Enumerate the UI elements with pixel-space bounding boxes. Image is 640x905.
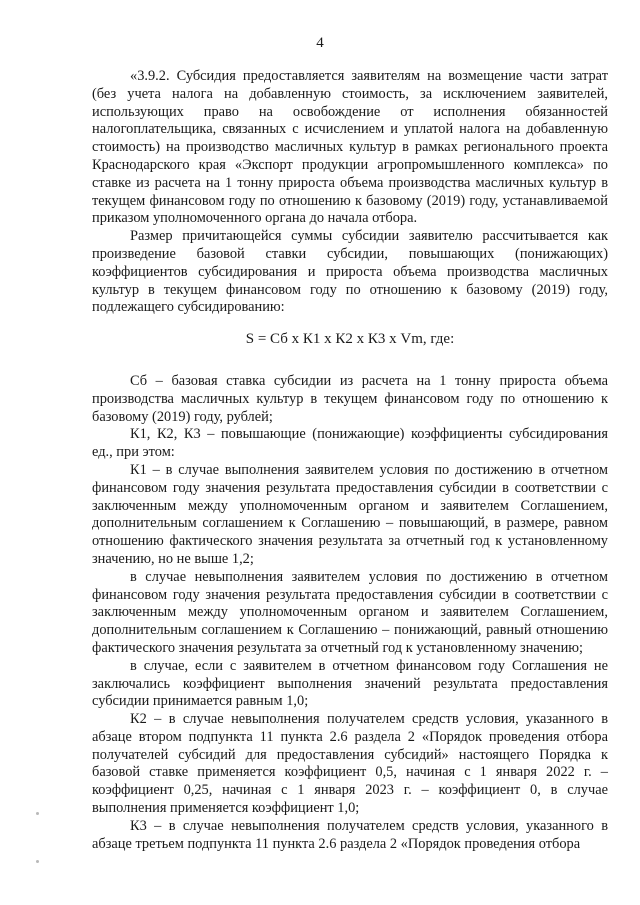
subsidy-formula: S = Сб х К1 х К2 х К3 х Vm, где: — [245, 331, 455, 348]
paragraph-base-rate: Сб – базовая ставка субсидии из расчета на 1 тонну прироста объема производства масличных культур в текущем финансовом году по отношению к базовому (2019) году, рублей; — [92, 372, 608, 425]
paragraph-k3: К3 – в случае невыполнения получателем средств условия, указанного в абзаце третьем подпункта 11 пункта 2.6 раздела 2 «Порядок проведения отбора — [92, 817, 608, 852]
scan-speck — [36, 812, 39, 815]
paragraph-subsidy-amount: Размер причитающейся суммы субсидии заявителю рассчитывается как произведение базовой ставки субсидии, повышающих (понижающих) коэффициентов субсидирования и прироста объема производства масличных культур в текущем финансовом году по отношению к базовому (2019) году, подлежащего субсидированию: — [92, 228, 608, 316]
paragraph-3-9-2: «3.9.2. Субсидия предоставляется заявителям на возмещение части затрат (без учета налога на добавленную стоимость, за исключением заявителей, использующих право на освобождение от исполнения обязанностей налогоплательщика, связанных с исчислением и уплатой налога на добавленную стоимость) на производство масличных культур в рамках регионального проекта Краснодарского края «Экспорт продукции агропромышленного комплекса» по ставке из расчета на 1 тонну прироста объема производства масличных культур в текущем финансовом году по отношению к базовому (2019) году, устанавливаемой приказом уполномоченного органа до начала отбора. — [92, 68, 608, 227]
paragraph-coefficients: К1, К2, К3 – повышающие (понижающие) коэффициенты субсидирования ед., при этом: — [92, 426, 608, 461]
document-body — [92, 68, 608, 853]
paragraph-k1-no-agreement: в случае, если с заявителем в отчетном финансовом году Соглашения не заключались коэффициент выполнения значений результата предоставления субсидии принимается равным 1,0; — [92, 657, 608, 710]
paragraph-k1-unfulfilled: в случае невыполнения заявителем условия по достижению в отчетном финансовом году значения результата предоставления субсидии в соответствии с заключенным между уполномоченным органом и заявителем Соглашением, дополнительным соглашением к Соглашению – понижающий, равный отношению фактического значения результата за отчетный год к установленному значению; — [92, 568, 608, 656]
page-number: 4 — [316, 35, 324, 51]
paragraph-k1-fulfilled: К1 – в случае выполнения заявителем условия по достижению в отчетном финансовом году значения результата предоставления субсидии в соответствии с заключенным между уполномоченным органом и заявителем Соглашением, дополнительным соглашением к Соглашению – повышающий, в размере, равном отношению фактического значения результата за отчетный год к установленному значению, но не выше 1,2; — [92, 461, 608, 567]
scan-speck — [36, 860, 39, 863]
paragraph-k2: К2 – в случае невыполнения получателем средств условия, указанного в абзаце втором подпункта 11 пункта 2.6 раздела 2 «Порядок проведения отбора получателей субсидий для предоставления субсидий» настоящего Порядка к базовой ставке применяется коэффициент 0,5, начиная с 1 января 2022 г. – коэффициент 0,25, начиная с 1 января 2023 г. – коэффициент 0, в случае выполнения применяется коэффициент 1,0; — [92, 711, 608, 817]
